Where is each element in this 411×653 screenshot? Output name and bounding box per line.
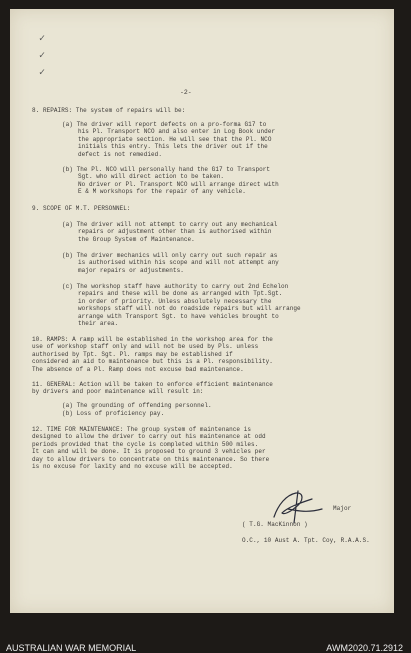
text-line: (b) The Pl. NCO will personally hand the G17 to Transport xyxy=(62,166,271,173)
text-line: (b) The driver mechanics will only carry out such repair as xyxy=(62,252,278,259)
text-line: initials this entry. This lets the driver out if the xyxy=(78,143,268,151)
para-8-heading: 8. REPAIRS: The system of repairs will be: xyxy=(32,107,186,114)
text-line: authorised by Tpt. Sgt. Pl. ramps may be established if xyxy=(32,350,233,358)
tick-mark: ✓ xyxy=(39,51,46,62)
text-line: 10. RAMPS: A ramp will be established in the workshop area for the xyxy=(32,336,273,343)
text-line: Sgt. who will direct action to be taken. xyxy=(78,173,225,181)
text-line: 12. TIME FOR MAINTENANCE: The group system of maintenance is xyxy=(32,426,252,433)
page-number: -2- xyxy=(180,89,192,96)
text-line: is no excuse for laxity and no excuse will be accepted. xyxy=(32,463,233,471)
para-11 xyxy=(32,381,273,396)
text-line: (a) The driver will not attempt to carry out any mechanical xyxy=(62,221,278,228)
text-line: workshops staff will not do roadside repairs but will arrange xyxy=(78,305,301,313)
text-line: his Pl. Transport NCO and also enter in Log Book under xyxy=(78,128,276,136)
para-9a xyxy=(62,221,277,243)
text-line: 11. GENERAL: Action will be taken to enforce efficient maintenance xyxy=(32,381,273,388)
text-line: defect is not remedied. xyxy=(78,150,162,158)
para-11a: (a) The grounding of offending personnel. xyxy=(62,402,212,409)
para-9c xyxy=(62,283,301,327)
para-8b xyxy=(62,166,279,196)
tick-mark: ✓ xyxy=(39,34,46,45)
para-12 xyxy=(32,426,269,470)
text-line: major repairs or adjustments. xyxy=(78,266,184,274)
text-line: the Group System of Maintenance. xyxy=(78,235,195,243)
signature-title: O.C., 10 Aust A. Tpt. Coy, R.A.A.S. xyxy=(242,537,370,544)
text-line: considered an aid to maintenance but this is a Pl. responsibility. xyxy=(32,358,273,366)
signature-name: ( T.G. MacKinnon ) xyxy=(242,521,308,528)
text-line: is authorised within his scope and will not attempt any xyxy=(78,259,279,267)
tick-mark: ✓ xyxy=(39,68,46,79)
text-line: designed to allow the driver to carry out his maintenance at odd xyxy=(32,433,266,441)
text-line: The absence of a Pl. Ramp does not excuse bad maintenance. xyxy=(32,365,244,373)
para-9b xyxy=(62,252,279,274)
text-line: repairs or adjustment other than is authorised within xyxy=(78,228,272,236)
document-page xyxy=(10,9,394,613)
marginal-ticks xyxy=(39,31,45,82)
text-line: in order of priority. Unless absolutely necessary the xyxy=(78,297,272,305)
para-11b: (b) Loss of proficiency pay. xyxy=(62,410,165,417)
text-line: by drivers and poor maintenance will result in: xyxy=(32,388,204,396)
text-line: No driver or Pl. Transport NCO will arrange direct with xyxy=(78,180,279,188)
accession-number: AWM2020.71.2912 xyxy=(326,643,403,653)
para-9-heading: 9. SCOPE OF M.T. PERSONNEL: xyxy=(32,205,131,212)
text-line: E & M workshops for the repair of any vehicle. xyxy=(78,188,246,196)
institution-label: AUSTRALIAN WAR MEMORIAL xyxy=(6,643,137,653)
text-line: day to allow drivers to concentrate on this maintenance. So there xyxy=(32,455,270,463)
para-10 xyxy=(32,336,273,373)
text-line: (a) The driver will report defects on a pro-forma G17 to xyxy=(62,121,267,128)
text-line: their area. xyxy=(78,320,119,328)
text-line: It can and will be done. It is proposed to ground 3 vehicles per xyxy=(32,448,266,456)
text-line: repairs and these will be done as arranged with Tpt.Sgt. xyxy=(78,290,283,298)
signature-rank: Major xyxy=(333,505,352,512)
text-line: periods provided that the cycle is completed within 500 miles. xyxy=(32,440,259,448)
text-line: arrange with Transport Sgt. to have vehicles brought to xyxy=(78,312,279,320)
para-8a xyxy=(62,121,275,158)
text-line: use of workshop staff only and will not be used by Pls. unless xyxy=(32,343,259,351)
text-line: the appropriate section. He will see that the Pl. NCO xyxy=(78,135,272,143)
caption-bar xyxy=(0,616,411,653)
text-line: (c) The workshop staff have authority to carry out 2nd Echelon xyxy=(62,283,289,290)
